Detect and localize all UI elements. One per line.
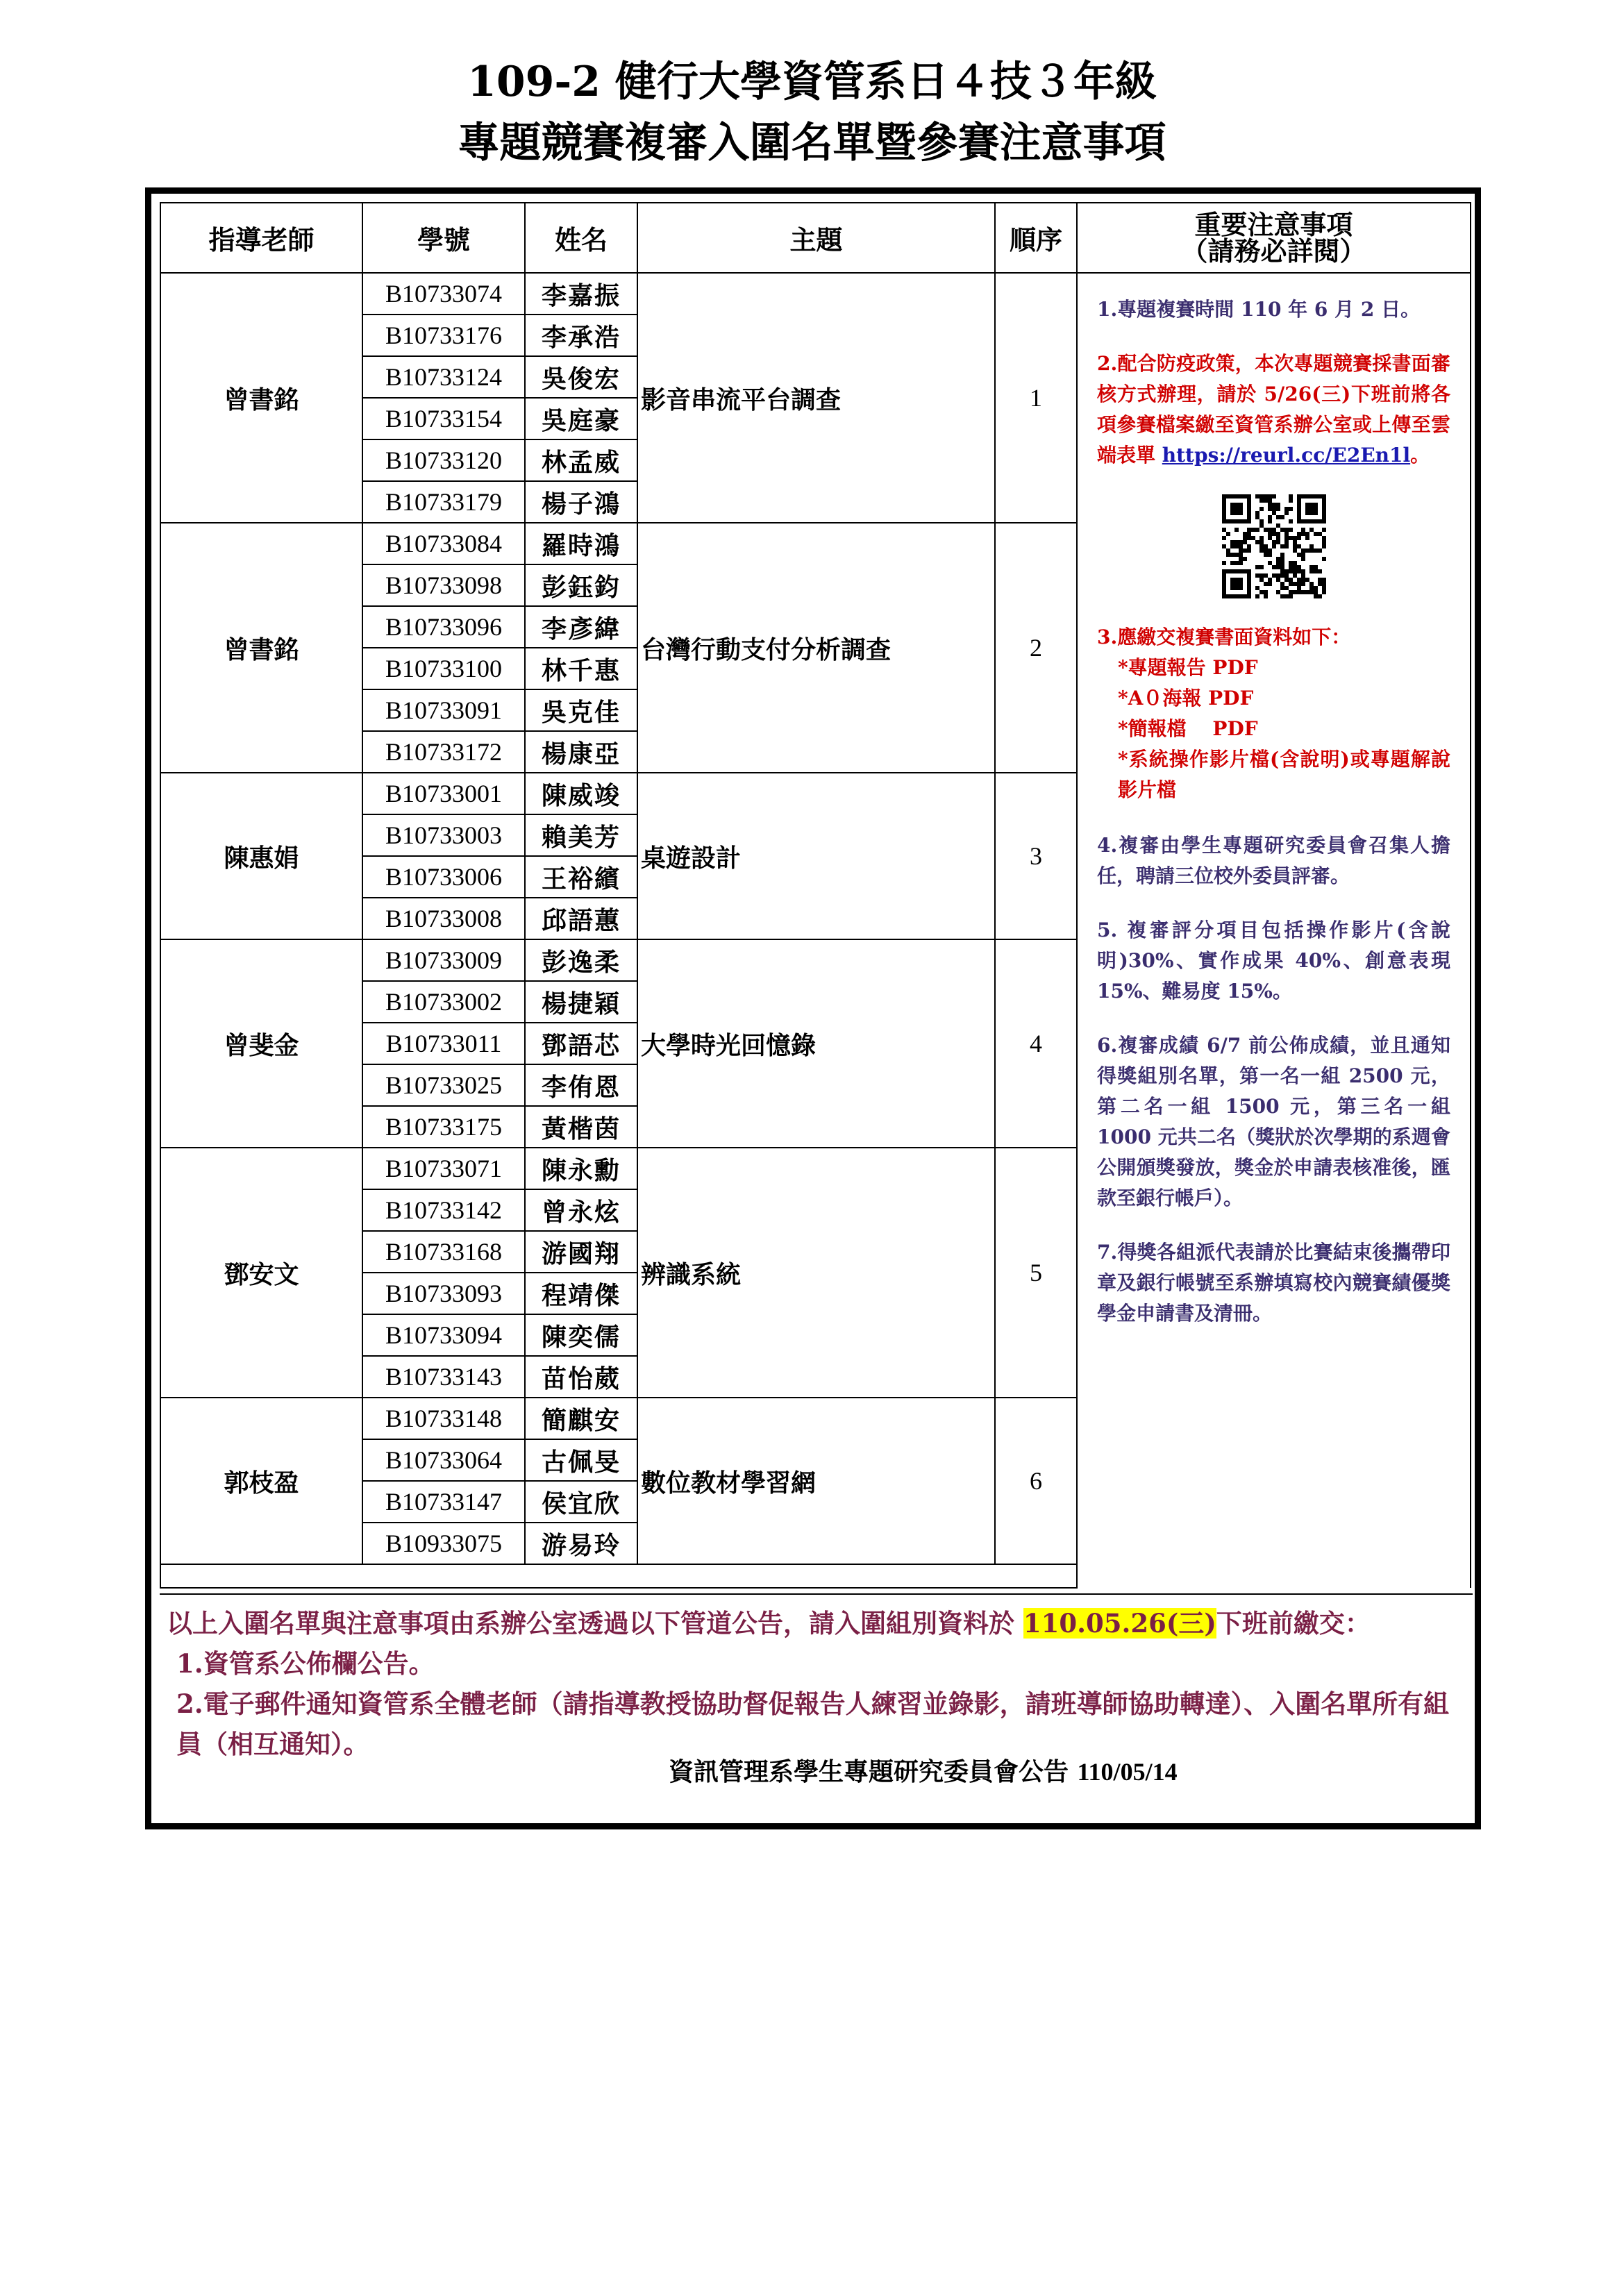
student-id-cell: B10733084: [362, 523, 525, 564]
student-id-cell: B10733175: [362, 1106, 525, 1148]
student-id-cell: B10733001: [362, 773, 525, 814]
student-name-cell: 吳俊宏: [525, 356, 637, 398]
topic-cell: 大學時光回憶錄: [637, 939, 995, 1148]
student-id-cell: B10733011: [362, 1023, 525, 1064]
student-name-cell: 李侑恩: [525, 1064, 637, 1106]
student-id-cell: B10733124: [362, 356, 525, 398]
student-name-cell: 游易玲: [525, 1523, 637, 1564]
student-id-cell: B10733147: [362, 1481, 525, 1523]
student-id-cell: B10733168: [362, 1231, 525, 1273]
student-name-cell: 羅時鴻: [525, 523, 637, 564]
note-3-item: *簡報檔 PDF: [1118, 717, 1258, 740]
student-name-cell: 李彥緯: [525, 606, 637, 648]
document-frame: [145, 187, 1481, 1829]
note-7: 7.得獎各組派代表請於比賽結束後攜帶印章及銀行帳號至系辦填寫校內競賽績優獎學金申請書及清冊。: [1097, 1241, 1450, 1325]
student-name-cell: 李嘉振: [525, 273, 637, 315]
table-row: [160, 273, 1471, 315]
order-cell: 6: [995, 1398, 1077, 1564]
notes-cell: [1077, 273, 1471, 1588]
student-name-cell: 陳永勳: [525, 1148, 637, 1189]
note-6: 6.複審成績 6/7 前公佈成績，並且通知得獎組別名單，第一名一組 2500 元，第二名一組 1500 元，第三名一組 1000 元共二名（獎狀於次學期的系週會公開頒獎發放，獎金於申請表核准後，匯款至銀行帳戶）。: [1097, 1034, 1450, 1209]
student-name-cell: 程靖傑: [525, 1273, 637, 1314]
student-name-cell: 侯宜欣: [525, 1481, 637, 1523]
student-name-cell: 曾永炫: [525, 1189, 637, 1231]
student-id-cell: B10733120: [362, 439, 525, 481]
note-1: 1.專題複賽時間 110 年 6 月 2 日。: [1097, 298, 1421, 321]
note-3-item: *專題報告 PDF: [1118, 656, 1258, 679]
notes-panel: [1078, 274, 1470, 1329]
topic-cell: 辨識系統: [637, 1148, 995, 1398]
order-cell: 5: [995, 1148, 1077, 1398]
title-line-1: 109-2 健行大學資管系日４技３年級: [467, 58, 1157, 106]
order-cell: 1: [995, 273, 1077, 523]
student-id-cell: B10733143: [362, 1356, 525, 1398]
student-id-cell: B10733071: [362, 1148, 525, 1189]
divider-line: [160, 1593, 1473, 1595]
topic-cell: 桌遊設計: [637, 773, 995, 939]
student-name-cell: 陳奕儒: [525, 1314, 637, 1356]
header-student-id: 學號: [362, 203, 525, 273]
header-order: 順序: [995, 203, 1077, 273]
signature: 資訊管理系學生專題研究委員會公告 110/05/14: [669, 1757, 1178, 1786]
student-id-cell: B10733074: [362, 273, 525, 315]
student-name-cell: 楊子鴻: [525, 481, 637, 523]
student-id-cell: B10733003: [362, 814, 525, 856]
student-id-cell: B10733006: [362, 856, 525, 898]
announcement-footer: [167, 1603, 1465, 1764]
note-3: 3.應繳交複賽書面資料如下： *專題報告 PDF *A０海報 PDF *簡報檔 PDF *系統操作影片檔(含說明)或專題解說影片檔: [1097, 622, 1450, 805]
student-name-cell: 古佩旻: [525, 1439, 637, 1481]
student-id-cell: B10733179: [362, 481, 525, 523]
note-3-item: *A０海報 PDF: [1118, 687, 1254, 710]
student-name-cell: 彭鈺鈞: [525, 564, 637, 606]
student-id-cell: B10933075: [362, 1523, 525, 1564]
note-5: 5. 複審評分項目包括操作影片(含說明)30%、實作成果 40%、創意表現 15%、難易度 15%。: [1097, 919, 1450, 1003]
student-name-cell: 陳威竣: [525, 773, 637, 814]
title-line-2: 專題競賽複審入圍名單暨參賽注意事項: [458, 119, 1166, 167]
teacher-cell: 曾斐金: [160, 939, 362, 1148]
student-id-cell: B10733098: [362, 564, 525, 606]
qr-code-icon[interactable]: [1222, 494, 1326, 598]
student-name-cell: 賴美芳: [525, 814, 637, 856]
student-id-cell: B10733100: [362, 648, 525, 689]
student-id-cell: B10733091: [362, 689, 525, 731]
teacher-cell: 曾書銘: [160, 523, 362, 773]
teacher-cell: 曾書銘: [160, 273, 362, 523]
student-name-cell: 黃楷茵: [525, 1106, 637, 1148]
order-cell: 4: [995, 939, 1077, 1148]
student-name-cell: 簡麒安: [525, 1398, 637, 1439]
footer-item-1: 1.資管系公佈欄公告。: [176, 1648, 435, 1679]
student-id-cell: B10733154: [362, 398, 525, 439]
student-name-cell: 林孟威: [525, 439, 637, 481]
student-name-cell: 楊康亞: [525, 731, 637, 773]
student-name-cell: 鄧語芯: [525, 1023, 637, 1064]
student-name-cell: 李承浩: [525, 315, 637, 356]
note-4: 4.複審由學生專題研究委員會召集人擔任，聘請三位校外委員評審。: [1097, 834, 1450, 887]
student-id-cell: B10733148: [362, 1398, 525, 1439]
footer-item-2: 2.電子郵件通知資管系全體老師（請指導教授協助督促報告人練習並錄影，請班導師協助轉達）、入圍名單所有組員（相互通知）。: [176, 1689, 1450, 1759]
teacher-cell: 鄧安文: [160, 1148, 362, 1398]
student-id-cell: B10733096: [362, 606, 525, 648]
student-id-cell: B10733172: [362, 731, 525, 773]
student-name-cell: 彭逸柔: [525, 939, 637, 981]
note-2: 2.配合防疫政策，本次專題競賽採書面審核方式辦理，請於 5/26(三)下班前將各項參賽檔案繳至資管系辦公室或上傳至雲端表單 https://reurl.cc/E2En1l。: [1097, 352, 1450, 467]
student-name-cell: 楊捷穎: [525, 981, 637, 1023]
student-id-cell: B10733094: [362, 1314, 525, 1356]
student-id-cell: B10733025: [362, 1064, 525, 1106]
student-name-cell: 吳庭豪: [525, 398, 637, 439]
topic-cell: 數位教材學習網: [637, 1398, 995, 1564]
teacher-cell: 陳惠娟: [160, 773, 362, 939]
student-id-cell: B10733093: [362, 1273, 525, 1314]
student-name-cell: 苗怡葳: [525, 1356, 637, 1398]
teacher-cell: 郭枝盈: [160, 1398, 362, 1564]
topic-cell: 影音串流平台調查: [637, 273, 995, 523]
student-name-cell: 游國翔: [525, 1231, 637, 1273]
footer-intro: 以上入圍名單與注意事項由系辦公室透過以下管道公告，請入圍組別資料於 110.05.26(三)下班前繳交：: [167, 1608, 1371, 1639]
order-cell: 3: [995, 773, 1077, 939]
student-id-cell: B10733008: [362, 898, 525, 939]
student-name-cell: 邱語蕙: [525, 898, 637, 939]
student-name-cell: 林千惠: [525, 648, 637, 689]
student-id-cell: B10733064: [362, 1439, 525, 1481]
header-name: 姓名: [525, 203, 637, 273]
header-topic: 主題: [637, 203, 995, 273]
note-3-item: *系統操作影片檔(含說明)或專題解說影片檔: [1118, 748, 1450, 801]
header-notes: 重要注意事項 （請務必詳閱）: [1077, 203, 1471, 273]
header-teacher: 指導老師: [160, 203, 362, 273]
student-name-cell: 王裕繽: [525, 856, 637, 898]
order-cell: 2: [995, 523, 1077, 773]
finalist-table: [160, 202, 1471, 1589]
student-id-cell: B10733142: [362, 1189, 525, 1231]
student-name-cell: 吳克佳: [525, 689, 637, 731]
topic-cell: 台灣行動支付分析調查: [637, 523, 995, 773]
student-id-cell: B10733176: [362, 315, 525, 356]
student-id-cell: B10733009: [362, 939, 525, 981]
student-id-cell: B10733002: [362, 981, 525, 1023]
form-link[interactable]: https://reurl.cc/E2En1l: [1162, 444, 1411, 467]
deadline-highlight: 110.05.26(三): [1023, 1608, 1216, 1639]
